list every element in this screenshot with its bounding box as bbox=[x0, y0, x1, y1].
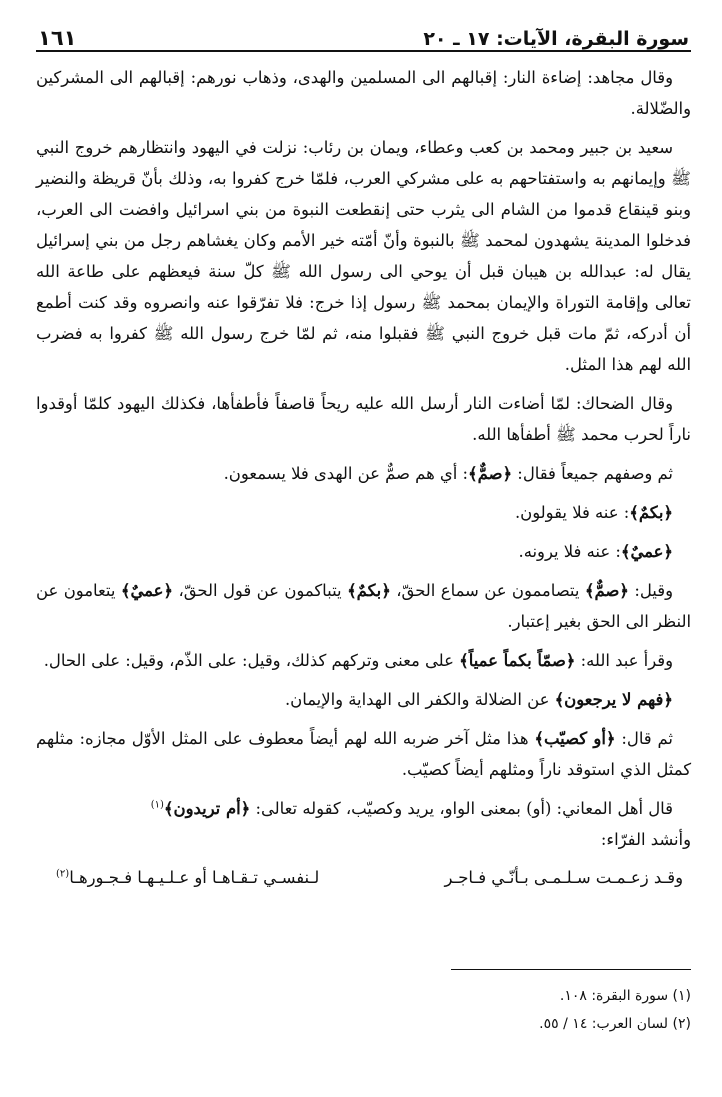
page-body bbox=[36, 62, 691, 893]
footnote-marker: (١) bbox=[150, 799, 164, 811]
text-run: يتعامون عن النظر الى الحق بغير إعتبار. bbox=[36, 581, 691, 631]
text-run: هذا مثل آخر ضربه الله لهم أيضاً معطوف على المثل الأوّل مجازه: مثلهم كمثل الذي استوقد ناراً ومثلهم أيضاً كصيّب. bbox=[36, 729, 691, 779]
quran-quote: ﴿عميٌ﴾ bbox=[120, 581, 173, 600]
verse-first-hemistich: وقـد زعـمـت سـلـمـى بـأنّـي فـاجـر bbox=[444, 868, 683, 887]
footnote-marker: (٢) bbox=[56, 868, 70, 880]
paragraph bbox=[36, 645, 691, 676]
quran-quote: ﴿بكمٌ﴾ bbox=[347, 581, 391, 600]
paragraph: وقال مجاهد: إضاءة النار: إقبالهم الى المسلمين والهدى، وذهاب نورهم: إقبالهم الى المشركين والضّلالة. bbox=[36, 68, 691, 118]
paragraph: سعيد بن جبير ومحمد بن كعب وعطاء، ويمان بن رئاب: نزلت في اليهود وانتظارهم خروج النبي ﷺ وإيمانهم به واستفتاحهم به على مشركي العرب، فلمّا خرج كفروا به، وذلك بأنّ قريظة والنضير وبنو قينقاع قدموا من الشام الى يثرب حتى إنقطعت النبوة من بني اسرائيل وافضت الى العرب، فدخلوا المدينة يشهدون لمحمد ﷺ بالنبوة وأنّ أمّته خير الأمم وكان يغشاهم رجل من بني إسرائيل يقال له: عبدالله بن هيبان قبل أن يوحي الى رسول الله ﷺ كلّ سنة فيعظهم على طاعة الله تعالى وإقامة التوراة والإيمان بمحمد ﷺ رسول إذا خرج: فلا تفرّقوا عنه وانصروه وقد كنت أطمع أن أدركه، ثمّ مات قبل خروج النبي ﷺ فقبلوا منه، ثم لمّا خرج رسول الله ﷺ كفروا به فضرب الله لهم هذا المثل. bbox=[36, 138, 691, 374]
text-run: قال أهل المعاني: (أو) بمعنى الواو، يريد وكصيّب، كقوله تعالى: bbox=[250, 799, 673, 818]
page-header bbox=[36, 14, 691, 52]
text-run: : عنه فلا يقولون. bbox=[514, 503, 630, 522]
quran-quote: ﴿أو كصيّب﴾ bbox=[534, 729, 616, 748]
paragraph bbox=[36, 497, 691, 528]
footnotes bbox=[36, 982, 691, 1038]
paragraph: وأنشد الفرّاء: bbox=[600, 830, 691, 849]
text-run: يتباكمون عن قول الحقّ، bbox=[173, 581, 348, 600]
paragraph bbox=[36, 575, 691, 637]
text-run: على معنى وتركهم كذلك، وقيل: على الذّم، وقيل: على الحال. bbox=[43, 651, 460, 670]
text-run: ثم وصفهم جميعاً فقال: bbox=[512, 464, 673, 483]
paragraph bbox=[36, 684, 691, 715]
quran-quote: ﴿فهم لا يرجعون﴾ bbox=[554, 690, 673, 709]
text-run: يتصاممون عن سماع الحقّ، bbox=[390, 581, 585, 600]
text-run: ثم قال: bbox=[615, 729, 673, 748]
poetry-verse bbox=[36, 863, 691, 893]
verse-second-hemistich bbox=[56, 863, 319, 893]
text-run: وقيل: bbox=[628, 581, 674, 600]
quran-quote: ﴿بكمٌ﴾ bbox=[629, 503, 673, 522]
text-run: : أي هم صمٌّ عن الهدى فلا يسمعون. bbox=[223, 464, 469, 483]
quran-quote: ﴿صمّاً بكماً عمياً﴾ bbox=[459, 651, 576, 670]
footnote: (١) سورة البقرة: ١٠٨. bbox=[559, 988, 691, 1004]
page-number: ١٦١ bbox=[38, 26, 77, 50]
text-run: لـنفسـي تـقـاهـا أو عـلـيـهـا فـجـورهـا bbox=[69, 868, 320, 887]
footnote: (٢) لسان العرب: ١٤ / ٥٥. bbox=[539, 1016, 691, 1032]
running-title: سورة البقرة، الآيات: ١٧ ـ ٢٠ bbox=[423, 28, 689, 50]
text-run: وقرأ عبد الله: bbox=[575, 651, 673, 670]
quran-quote: ﴿صمٌّ﴾ bbox=[468, 464, 513, 483]
footnote-divider bbox=[451, 969, 691, 970]
text-run: عن الضلالة والكفر الى الهداية والإيمان. bbox=[284, 690, 555, 709]
paragraph bbox=[36, 458, 691, 489]
paragraph: وقال الضحاك: لمّا أضاءت النار أرسل الله عليه ريحاً قاصفاً فأطفأها، فكذلك اليهود كلمّا أوقدوا ناراً لحرب محمد ﷺ أطفأها الله. bbox=[36, 394, 691, 444]
quran-quote: ﴿صمٌّ﴾ bbox=[584, 581, 629, 600]
paragraph bbox=[36, 536, 691, 567]
book-page bbox=[36, 14, 691, 1084]
paragraph bbox=[36, 723, 691, 785]
quran-quote: ﴿أم تريدون﴾ bbox=[163, 799, 251, 818]
quran-quote: ﴿عميٌ﴾ bbox=[620, 542, 673, 561]
paragraph bbox=[36, 793, 691, 824]
text-run: : عنه فلا يرونه. bbox=[518, 542, 621, 561]
